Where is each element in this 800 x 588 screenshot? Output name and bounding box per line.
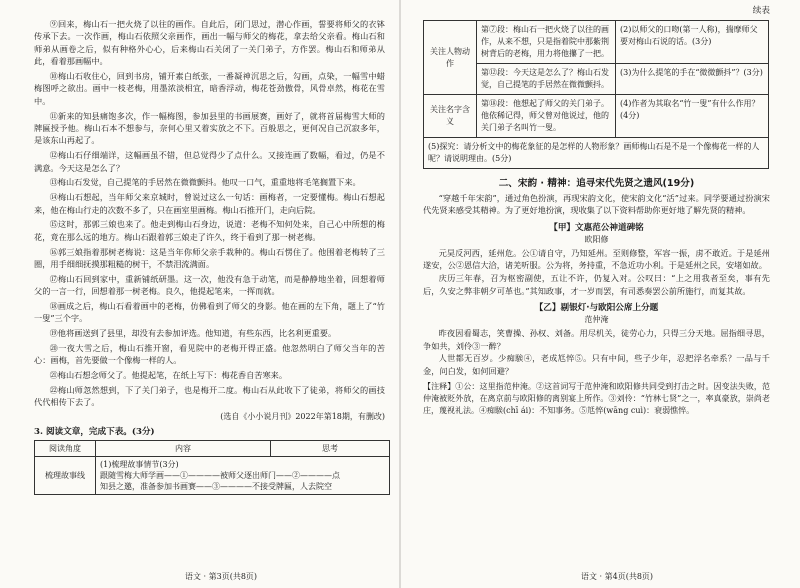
question-3-sub: (3)为什么提笔的手在“微微颤抖”？(3分) (616, 64, 769, 95)
paragraph-19: ⑲他将画送到了县里，却没有去参加评选。他知道，有些东西，比名利更重要。 (49, 328, 337, 339)
col-header-content: 内容 (96, 441, 271, 457)
text-a-paragraph-1: 元昊反河西，延州危。公①请自守，乃知延州。至则修整，军容一振，虏不敢近。于是延州遂安，公②恩信大洽，诸羌听服。公为将，务持重，不急近功小利。于是延州之民，安堵如故。 (423, 247, 770, 271)
annotation-notes: 【注释】①公：这里指范仲淹。②这首词写于范仲淹和欧阳修共同受到打击之时。因变法失败，范仲淹被贬外放，在离京前与欧阳修的离别宴上所作。③刘伶：“竹林七贤”之一，率真豪放，崇尚老庄，蔑视礼法。④痴騃(chī ái)：不知事务。⑤尪悴(wāng cuì)：衰弱憔悴。 (423, 381, 770, 415)
col-header-thinking: 思考 (271, 441, 390, 457)
col-header-angle: 阅读角度 (35, 441, 96, 457)
page-footer-left: 语文 · 第3页(共8页) (185, 572, 258, 581)
text-b-title: 【乙】剔银灯·与欧阳公席上分题 (534, 303, 659, 314)
question-4: (4)作者为其取名“竹一叟”有什么作用？(4分) (616, 95, 769, 138)
text-b-paragraph-2: 人世都无百岁。少痴騃④，老成尪悴⑤。只有中间，些子少年，忍把浮名牵系？一品与千金，问白发，如何回避？ (423, 353, 770, 376)
paragraph-22: ㉒梅山师忽然想到，下了关门弟子，也是梅开二度。梅山石从此收下了徒弟，将师父的画技代代相传下去了。 (34, 385, 385, 408)
storyline-line-2: 跟随雪梅大师学画——①————被师父逐出师门——②————点 (100, 471, 340, 481)
text-b-author: 范仲淹 (584, 315, 609, 325)
section-2-intro: “穿越千年宋韵”，通过角色扮演，再现宋韵文化，使宋韵文化“活”过来。同学要通过扮演宋代先贤来感受其精神。为了更好地扮演，现收集了以下资料帮助你更好地了解先贤的精神。 (423, 193, 770, 216)
text-a-title: 【甲】文惠范公神道碑铭 (549, 222, 644, 233)
paragraph-10: ⑩梅山石收住心，回到书房，铺开素白纸张，一番凝神沉思之后，勾画，点染，一幅雪中蜡梅图呼之欲出。画中一枝老梅，用墨浓淡相宜，暗香浮动，梅花苍劲傲骨，风骨卓然，梅花在雪中。 (34, 71, 385, 106)
storyline-line-1: (1)梳理故事情节(3分) (100, 460, 179, 470)
paragraph-20: ⑳一夜大雪之后，梅山石推开窗，看见院中的老梅开得正盛。他忽然明白了师父当年的苦心：画梅，首先要做一个像梅一样的人。 (34, 343, 385, 366)
quote-paragraph-18: 第⑱段：他想起了师父的关门弟子。他依稀记得，师父曾对他说过，他的关门弟子名叫竹一叟。 (477, 95, 616, 138)
storyline-cell (96, 457, 390, 495)
quote-paragraph-7: 第⑦段：梅山石一把火烧了以往的画作，从来不想，只是指着院中那紫荆树背后的老梅，用力将他攥了一把。 (477, 21, 616, 64)
group-label-name-meaning: 关注名字含义 (424, 95, 477, 138)
row-label-storyline: 梳理故事线 (35, 457, 96, 495)
source-citation: (选自《小小说月刊》2022年第18期，有删改) (220, 412, 385, 422)
page-footer-right: 语文 · 第4页(共8页) (581, 572, 654, 581)
paragraph-16: ⑯郭三娘指着那树老梅说：这是当年你师父亲手栽种的。梅山石愣住了。他围着老梅转了三圈，用手细细抚摸那粗糙的树干，不禁泪流满面。 (34, 246, 385, 270)
paragraph-21: ㉑梅山石想念师父了。他提起笔，在纸上写下：梅花香自苦寒来。 (49, 370, 288, 381)
right-page (401, 0, 800, 588)
paragraph-12: ⑫梅山石仔细端详，这幅画虽不错，但总觉得少了点什么。又接连画了数幅，看过，仍是不满意。今天这是怎么了？ (34, 150, 385, 173)
paragraph-11: ⑪新来的知县痛饱多次，作一幅梅图，参加县里的书画展赛，画好了，就将首届梅雪大师的牌匾授予他。梅山石本不想参与，奈何心里又着实放之不下。百般思之，更何况自己沉寂多年，是该东山再起了。 (34, 110, 385, 146)
question-3-title: 3. 阅读文章，完成下表。(3分) (34, 427, 155, 438)
section-2-title: 二、宋韵 · 精神：追寻宋代先贤之遗风(19分) (498, 178, 695, 189)
group-label-actions: 关注人物动作 (424, 21, 477, 95)
continued-question-table (423, 20, 769, 169)
paragraph-17: ⑰梅山石回到家中，重新铺纸研墨。这一次，他没有急于动笔，而是静静地坐着，回想着师父的一言一行，回想着那一树老梅。良久，他提起笔来，一挥而就。 (34, 273, 385, 297)
paragraph-18: ⑱画成之后，梅山石看着画中的老梅，仿佛看到了师父的身影。他在画的左下角，题上了“竹一叟”三个字。 (34, 301, 385, 324)
paragraph-13: ⑬梅山石发觉，自己提笔的手居然在微微颤抖。他叹一口气，重重地将毛笔搁置下来。 (49, 177, 361, 188)
story-text (34, 18, 385, 409)
paragraph-14: ⑭梅山石想起，当年师父来京城时，曾说过这么一句话：画梅者，一定要懂梅。梅山石想起来，他在梅山行走的次数不多了，只在画室里画梅。梅山石推开门，走向后院。 (34, 192, 385, 215)
question-3-table (34, 440, 390, 495)
text-a-paragraph-2: 庆历三年春，召为枢密副使，五让不许，仍复入对。公叹曰：“上之用我者至矣，事有先后，久安之弊非朝夕可革也。”其知政事，才一岁而罢，有司悉奏罢公前所施行，而复其故。 (423, 273, 770, 296)
paragraph-9: ⑨回来，梅山石一把火烧了以往的画作。自此后，闭门思过，潜心作画，誓要将师父的衣钵传承下去。一次作画，梅山石依照父亲画作，画出一幅与师父的梅花，拿去给父亲看。梅山石和师弟从画卷之后，似有种格外心心，后来梅山石关闭了一关门弟子，方作罢。梅山石和师弟从此，看着那画幅中。 (34, 19, 385, 67)
text-a-author: 欧阳修 (584, 234, 609, 244)
question-2: (2)以师父的口吻(第一人称)，揣摩师父要对梅山石说的话。(3分) (616, 21, 769, 64)
question-5: (5)探究：请分析文中的梅花象征的是怎样的人物形象？画师梅山石是不是一个像梅花一样的人呢？请说明理由。(5分) (424, 138, 769, 169)
continued-table-label: 续表 (752, 6, 770, 16)
storyline-line-3: 知县之邀，准备参加书画赛——③————不接受牌匾，人去院空 (100, 482, 332, 492)
text-b-paragraph-1: 昨夜因看蜀志，笑曹操、孙权、刘备。用尽机关，徒劳心力，只得三分天地。屈指细寻思，争如共，刘伶③一醉？ (423, 328, 770, 351)
left-page (0, 0, 399, 588)
paragraph-15: ⑮这时，那郭三娘也来了。他走到梅山石身边，说道：老梅不知何处来，自己心中所想的梅花，竟在那么远的地方。梅山石跟着郭三娘走了许久，终于看到了那一树老梅。 (34, 219, 385, 242)
quote-paragraph-12: 第⑫段：今天这是怎么了？梅山石发觉，自己提笔的手居然在微微颤抖。 (477, 64, 616, 95)
